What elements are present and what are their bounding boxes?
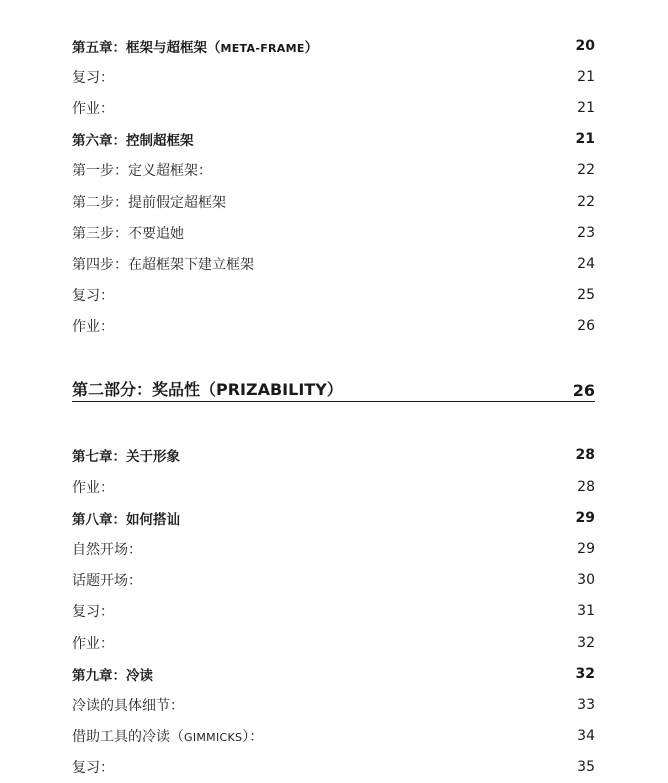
toc-section-entry[interactable] — [72, 217, 595, 248]
toc-entry-title: 自然开场： — [72, 542, 142, 559]
toc-section-entry[interactable] — [72, 565, 595, 596]
toc-section-entry[interactable] — [72, 311, 595, 342]
toc-entry-title: 借助工具的冷读（GIMMICKS）： — [72, 729, 264, 746]
toc-entry-page-number: 32 — [577, 634, 595, 651]
toc-entry-page-number: 29 — [577, 541, 595, 558]
toc-entry-page-number: 22 — [577, 162, 595, 179]
toc-entry-page-number: 28 — [577, 478, 595, 495]
toc-chapter-entry[interactable] — [72, 658, 595, 689]
toc-group-part-two — [72, 440, 595, 783]
toc-part-heading[interactable] — [72, 372, 595, 402]
toc-entry-page-number: 21 — [575, 131, 595, 148]
toc-section-entry[interactable] — [72, 596, 595, 627]
toc-entry-title: 作业： — [72, 635, 114, 652]
toc-entry-title: 第八章：如何搭讪 — [72, 511, 180, 528]
toc-entry-page-number: 30 — [577, 572, 595, 589]
toc-entry-title: 复习： — [72, 604, 114, 621]
toc-entry-title: 第七章：关于形象 — [72, 449, 180, 466]
toc-section-entry[interactable] — [72, 92, 595, 123]
toc-section-entry[interactable] — [72, 752, 595, 783]
toc-section-entry[interactable] — [72, 155, 595, 186]
table-of-contents — [72, 30, 595, 783]
toc-section-entry[interactable] — [72, 280, 595, 311]
toc-section-entry[interactable] — [72, 61, 595, 92]
part-title: 第二部分：奖品性（PRIZABILITY） — [72, 379, 343, 399]
toc-entry-page-number: 31 — [577, 603, 595, 620]
toc-entry-title: 冷读的具体细节： — [72, 697, 184, 714]
toc-chapter-entry[interactable] — [72, 30, 595, 61]
toc-entry-title: 第四步：在超框架下建立框架 — [72, 256, 254, 273]
toc-entry-page-number: 35 — [577, 759, 595, 776]
toc-group-part-one — [72, 30, 595, 342]
toc-entry-title: 第一步：定义超框架： — [72, 163, 212, 180]
toc-entry-title: 第六章：控制超框架 — [72, 133, 194, 150]
toc-entry-title: 复习： — [72, 760, 114, 777]
toc-entry-title: 第五章：框架与超框架（META-FRAME） — [72, 39, 319, 56]
toc-entry-page-number: 22 — [577, 193, 595, 210]
toc-entry-title: 复习： — [72, 288, 114, 305]
toc-section-entry[interactable] — [72, 533, 595, 564]
toc-section-entry[interactable] — [72, 248, 595, 279]
toc-entry-page-number: 32 — [575, 665, 595, 682]
toc-entry-title: 第三步：不要追她 — [72, 225, 184, 242]
toc-entry-page-number: 21 — [577, 68, 595, 85]
toc-entry-title: 话题开场： — [72, 573, 142, 590]
toc-chapter-entry[interactable] — [72, 502, 595, 533]
part-page-number: 26 — [572, 380, 595, 400]
toc-section-entry[interactable] — [72, 689, 595, 720]
toc-section-entry[interactable] — [72, 627, 595, 658]
toc-section-entry[interactable] — [72, 186, 595, 217]
toc-section-entry[interactable] — [72, 471, 595, 502]
toc-entry-page-number: 21 — [577, 99, 595, 116]
toc-entry-title: 第二步：提前假定超框架 — [72, 194, 226, 211]
toc-entry-page-number: 34 — [577, 728, 595, 745]
toc-entry-title: 作业： — [72, 479, 114, 496]
toc-entry-title: 复习： — [72, 69, 114, 86]
toc-entry-page-number: 20 — [575, 37, 595, 54]
toc-entry-page-number: 23 — [577, 224, 595, 241]
toc-entry-title: 作业： — [72, 100, 114, 117]
toc-section-entry[interactable] — [72, 721, 595, 752]
toc-entry-page-number: 24 — [577, 255, 595, 272]
toc-entry-title: 第九章：冷读 — [72, 667, 153, 684]
toc-entry-title: 作业： — [72, 319, 114, 336]
toc-entry-page-number: 33 — [577, 696, 595, 713]
toc-chapter-entry[interactable] — [72, 440, 595, 471]
toc-entry-page-number: 25 — [577, 287, 595, 304]
toc-entry-page-number: 28 — [575, 447, 595, 464]
toc-entry-page-number: 29 — [575, 509, 595, 526]
toc-chapter-entry[interactable] — [72, 124, 595, 155]
toc-entry-page-number: 26 — [577, 318, 595, 335]
